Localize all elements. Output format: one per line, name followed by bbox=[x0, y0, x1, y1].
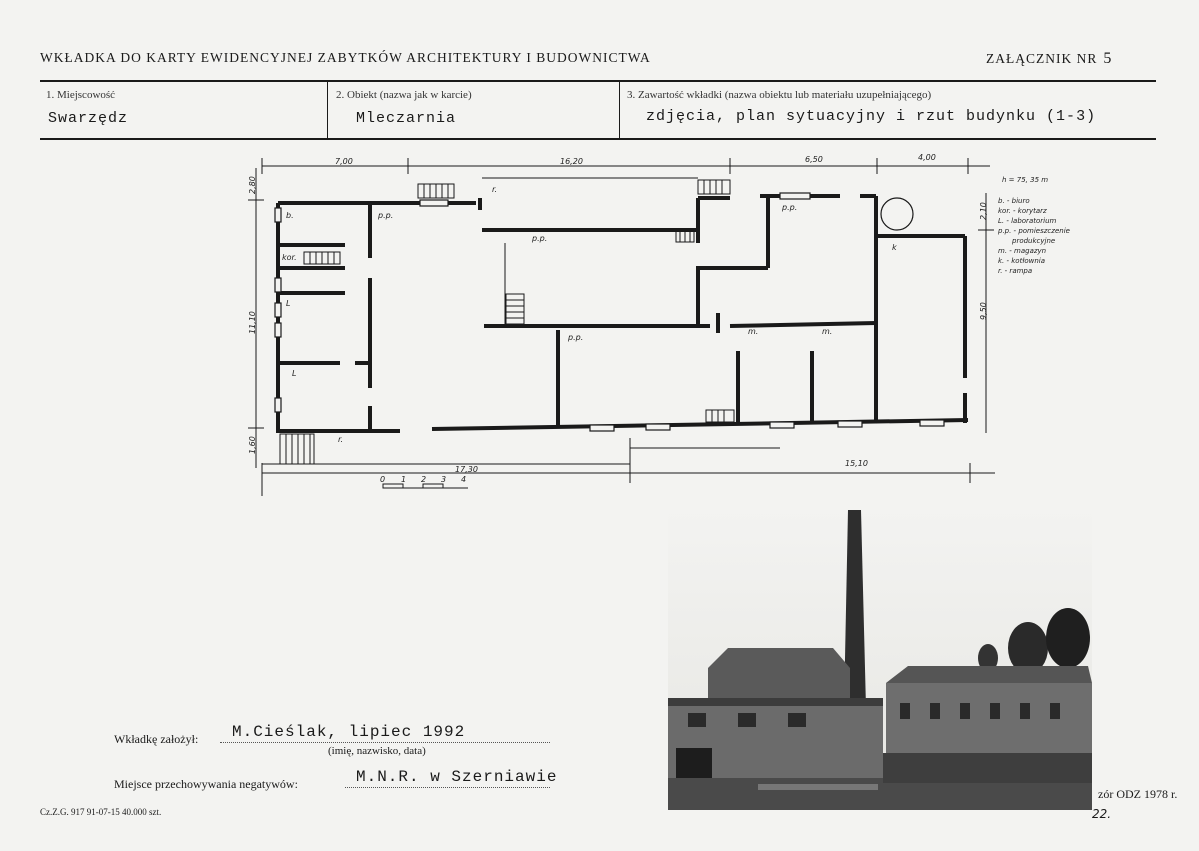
dim-top-1: 7,00 bbox=[335, 157, 353, 166]
negatives-dotline bbox=[345, 787, 550, 788]
author-dotline bbox=[220, 742, 550, 743]
room-label-l1: L bbox=[286, 299, 291, 308]
floor-plan bbox=[240, 148, 1070, 498]
field-3-value: zdjęcia, plan sytuacyjny i rzut budynku (1-3) bbox=[646, 108, 1097, 125]
field-1-value: Swarzędz bbox=[48, 110, 129, 127]
height-note: h = 75, 35 m bbox=[1002, 176, 1049, 184]
scale-tick-0: 0 bbox=[380, 475, 386, 484]
legend-item-1: b. - biuro bbox=[998, 197, 1030, 205]
legend-item-8: r. - rampa bbox=[998, 267, 1033, 275]
attachment-label-text: ZAŁĄCZNIK NR bbox=[986, 51, 1098, 66]
author-value: M.Cieślak, lipiec 1992 bbox=[232, 723, 466, 741]
room-label-b: b. bbox=[286, 211, 294, 220]
fields-rule bbox=[40, 138, 1156, 140]
room-label-kor: kor. bbox=[282, 253, 297, 262]
dim-bottom-1: 17,30 bbox=[455, 465, 478, 474]
form-title: WKŁADKA DO KARTY EWIDENCYJNEJ ZABYTKÓW ARCHITEKTURY I BUDOWNICTWA bbox=[40, 50, 651, 65]
scale-tick-4: 4 bbox=[461, 475, 467, 484]
field-divider-1 bbox=[327, 82, 328, 138]
legend-item-5: produkcyjne bbox=[1012, 237, 1056, 245]
room-label-r2: r. bbox=[338, 435, 344, 444]
attachment-number: 5 bbox=[1103, 50, 1113, 67]
dim-left-2: 11,10 bbox=[248, 311, 257, 334]
legend-item-2: kor. - korytarz bbox=[998, 207, 1047, 215]
header-rule bbox=[40, 80, 1156, 82]
dim-top-3: 6,50 bbox=[805, 155, 823, 164]
author-label: Wkładkę założył: bbox=[114, 732, 199, 746]
room-label-m1: m. bbox=[748, 327, 759, 336]
field-3-label: 3. Zawartość wkładki (nazwa obiektu lub materiału uzupełniającego) bbox=[627, 89, 932, 101]
room-label-l2: L bbox=[292, 369, 297, 378]
room-label-pp3: p.p. bbox=[568, 333, 584, 342]
field-1-label: 1. Miejscowość bbox=[46, 89, 116, 101]
attachment-label bbox=[986, 50, 1112, 68]
dim-bottom-2: 15,10 bbox=[845, 459, 868, 468]
print-info: Cz.Z.G. 917 91-07-15 40.000 szt. bbox=[40, 807, 162, 817]
legend-item-6: m. - magazyn bbox=[998, 247, 1047, 255]
dim-left-3: 1,60 bbox=[248, 436, 257, 454]
dim-top-4: 4,00 bbox=[918, 153, 936, 162]
field-2-value: Mleczarnia bbox=[356, 110, 457, 127]
scale-tick-1: 1 bbox=[401, 475, 407, 484]
legend-item-3: L. - laboratorium bbox=[998, 217, 1057, 225]
form-pattern: zór ODZ 1978 r. bbox=[1098, 787, 1178, 801]
page-number: 22. bbox=[1092, 807, 1112, 821]
scale-tick-3: 3 bbox=[441, 475, 447, 484]
scale-tick-2: 2 bbox=[421, 475, 427, 484]
dim-right-1: 2,10 bbox=[979, 202, 988, 220]
room-label-k: k bbox=[892, 243, 897, 252]
author-hint: (imię, nazwisko, data) bbox=[328, 745, 426, 757]
dairy-photograph bbox=[668, 508, 1092, 810]
dim-right-2: 9,50 bbox=[979, 302, 988, 320]
legend-item-4: p.p. - pomieszczenie bbox=[998, 227, 1070, 235]
negatives-value: M.N.R. w Szerniawie bbox=[356, 768, 558, 786]
room-label-m2: m. bbox=[822, 327, 833, 336]
room-label-pp1: p.p. bbox=[378, 211, 394, 220]
field-divider-2 bbox=[619, 82, 620, 138]
dim-top-2: 16,20 bbox=[560, 157, 583, 166]
field-2-label: 2. Obiekt (nazwa jak w karcie) bbox=[336, 89, 472, 101]
room-label-pp4: p.p. bbox=[782, 203, 798, 212]
room-label-r1: r. bbox=[492, 185, 498, 194]
negatives-label: Miejsce przechowywania negatywów: bbox=[114, 777, 298, 791]
room-label-pp2: p.p. bbox=[532, 234, 548, 243]
legend-item-7: k. - kotłownia bbox=[998, 257, 1046, 265]
dim-left-1: 2,80 bbox=[248, 176, 257, 194]
